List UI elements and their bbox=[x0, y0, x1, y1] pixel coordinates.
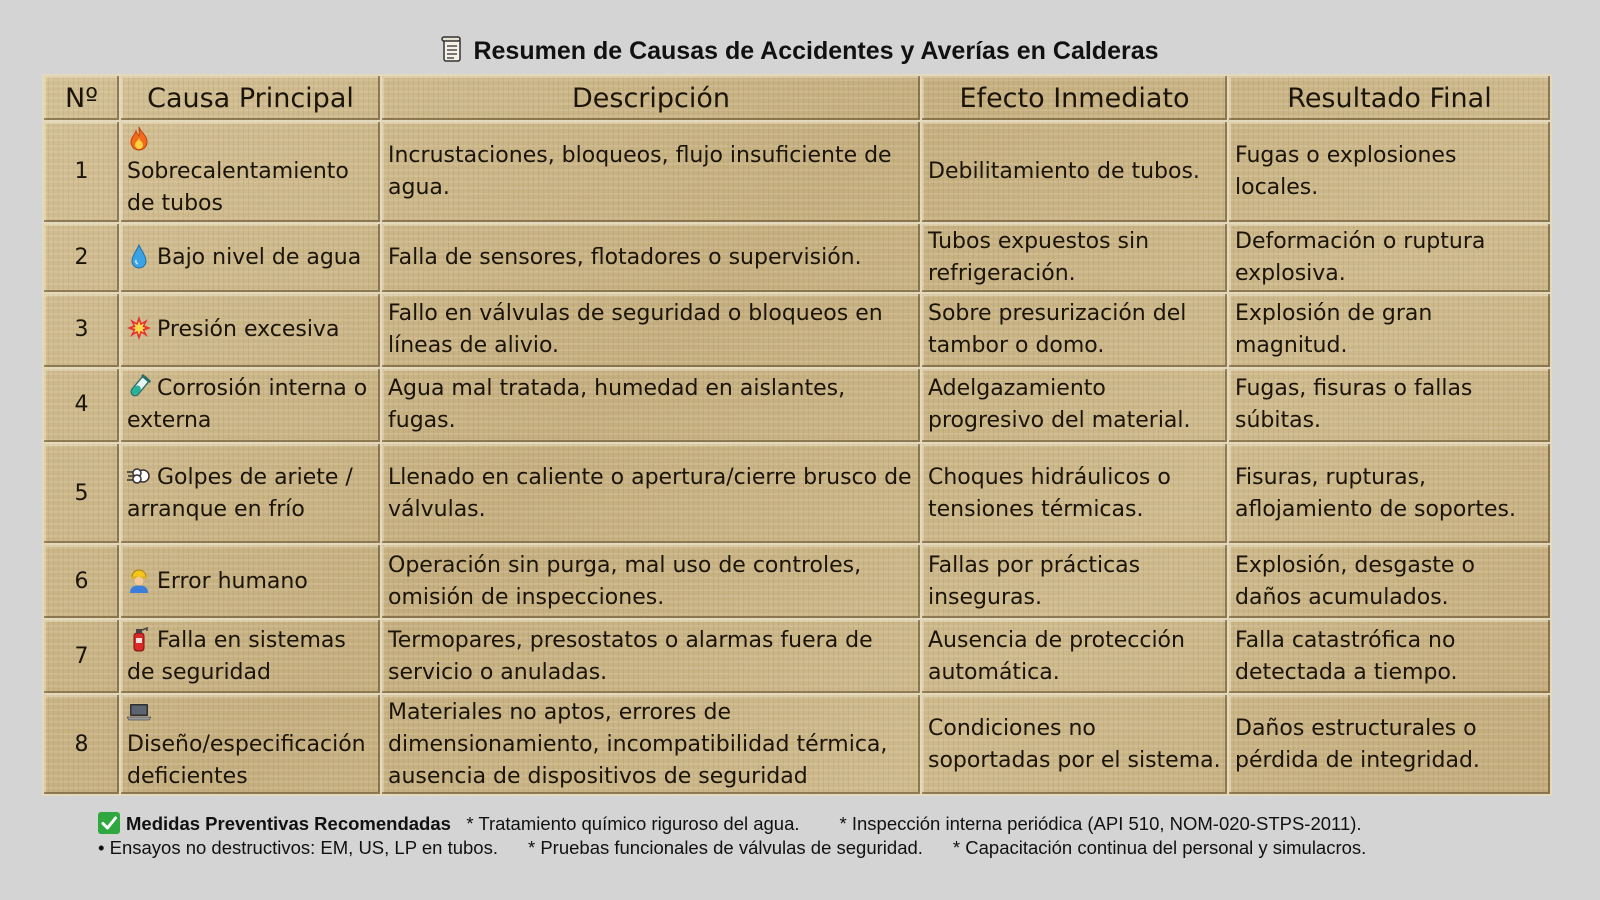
table-row bbox=[43, 368, 1551, 443]
footer-heading: Medidas Preventivas Recomendadas bbox=[126, 813, 451, 834]
preventive-measures bbox=[98, 812, 1568, 860]
causes-table bbox=[42, 74, 1552, 796]
check-icon bbox=[98, 812, 120, 834]
row-number: 3 bbox=[43, 293, 120, 368]
footer-item: * Capacitación continua del personal y simulacros. bbox=[952, 837, 1367, 858]
footer-line-2 bbox=[98, 836, 1568, 860]
row-number: 7 bbox=[43, 619, 120, 694]
row-effect: Fallas por prácticas inseguras. bbox=[921, 544, 1228, 619]
table-row bbox=[43, 223, 1551, 293]
dash-icon bbox=[127, 463, 151, 489]
row-number: 5 bbox=[43, 443, 120, 545]
row-number: 2 bbox=[43, 223, 120, 293]
page-title bbox=[0, 36, 1600, 66]
row-description: Incrustaciones, bloqueos, flujo insuficiente de agua. bbox=[381, 121, 921, 223]
table-header-row bbox=[43, 75, 1551, 121]
row-effect: Ausencia de protección automática. bbox=[921, 619, 1228, 694]
row-description: Llenado en caliente o apertura/cierre brusco de válvulas. bbox=[381, 443, 921, 545]
row-cause: Falla en sistemas de seguridad bbox=[120, 619, 381, 694]
laptop-icon bbox=[127, 698, 151, 724]
table-row bbox=[43, 619, 1551, 694]
row-effect: Tubos expuestos sin refrigeración. bbox=[921, 223, 1228, 293]
row-result: Explosión de gran magnitud. bbox=[1228, 293, 1551, 368]
row-description: Falla de sensores, flotadores o supervisión. bbox=[381, 223, 921, 293]
header-effect: Efecto Inmediato bbox=[921, 75, 1228, 121]
footer-item: • Ensayos no destructivos: EM, US, LP en tubos. bbox=[98, 837, 498, 858]
fire-extinguisher-icon bbox=[127, 626, 151, 652]
row-description: Agua mal tratada, humedad en aislantes, fugas. bbox=[381, 368, 921, 443]
droplet-icon bbox=[127, 243, 151, 269]
row-description: Termopares, presostatos o alarmas fuera de servicio o anuladas. bbox=[381, 619, 921, 694]
footer-item: * Inspección interna periódica (API 510, NOM-020-STPS-2011). bbox=[839, 813, 1362, 834]
row-effect: Debilitamiento de tubos. bbox=[921, 121, 1228, 223]
row-result: Fugas, fisuras o fallas súbitas. bbox=[1228, 368, 1551, 443]
table-row bbox=[43, 443, 1551, 545]
test-tube-icon bbox=[127, 374, 151, 400]
row-result: Fugas o explosiones locales. bbox=[1228, 121, 1551, 223]
table-row bbox=[43, 694, 1551, 795]
row-result: Daños estructurales o pérdida de integridad. bbox=[1228, 694, 1551, 795]
row-result: Explosión, desgaste o daños acumulados. bbox=[1228, 544, 1551, 619]
row-description: Operación sin purga, mal uso de controles, omisión de inspecciones. bbox=[381, 544, 921, 619]
row-cause: Corrosión interna o externa bbox=[120, 368, 381, 443]
header-num: Nº bbox=[43, 75, 120, 121]
row-cause: Golpes de ariete / arranque en frío bbox=[120, 443, 381, 545]
row-cause: Diseño/especificación deficientes bbox=[120, 694, 381, 795]
row-result: Deformación o ruptura explosiva. bbox=[1228, 223, 1551, 293]
row-effect: Condiciones no soportadas por el sistema. bbox=[921, 694, 1228, 795]
header-result: Resultado Final bbox=[1228, 75, 1551, 121]
row-effect: Adelgazamiento progresivo del material. bbox=[921, 368, 1228, 443]
row-number: 1 bbox=[43, 121, 120, 223]
row-cause: Presión excesiva bbox=[120, 293, 381, 368]
footer-line-1 bbox=[98, 812, 1568, 836]
row-result: Fisuras, rupturas, aflojamiento de soportes. bbox=[1228, 443, 1551, 545]
table-row bbox=[43, 544, 1551, 619]
footer-item: * Tratamiento químico riguroso del agua. bbox=[466, 813, 800, 834]
table-row bbox=[43, 121, 1551, 223]
footer-item: * Pruebas funcionales de válvulas de seguridad. bbox=[527, 837, 923, 858]
explosion-icon bbox=[127, 315, 151, 341]
row-number: 8 bbox=[43, 694, 120, 795]
row-description: Materiales no aptos, errores de dimensionamiento, incompatibilidad térmica, ausencia de dispositivos de seguridad bbox=[381, 694, 921, 795]
row-cause: Bajo nivel de agua bbox=[120, 223, 381, 293]
row-result: Falla catastrófica no detectada a tiempo. bbox=[1228, 619, 1551, 694]
row-description: Fallo en válvulas de seguridad o bloqueos en líneas de alivio. bbox=[381, 293, 921, 368]
title-text: Resumen de Causas de Accidentes y Averías en Calderas bbox=[473, 37, 1159, 65]
scroll-icon bbox=[441, 36, 465, 64]
row-number: 4 bbox=[43, 368, 120, 443]
row-number: 6 bbox=[43, 544, 120, 619]
row-effect: Sobre presurización del tambor o domo. bbox=[921, 293, 1228, 368]
row-cause: Error humano bbox=[120, 544, 381, 619]
header-description: Descripción bbox=[381, 75, 921, 121]
header-cause: Causa Principal bbox=[120, 75, 381, 121]
table-row bbox=[43, 293, 1551, 368]
row-cause: Sobrecalentamiento de tubos bbox=[120, 121, 381, 223]
worker-icon bbox=[127, 567, 151, 593]
row-effect: Choques hidráulicos o tensiones térmicas. bbox=[921, 443, 1228, 545]
fire-icon bbox=[127, 125, 151, 151]
